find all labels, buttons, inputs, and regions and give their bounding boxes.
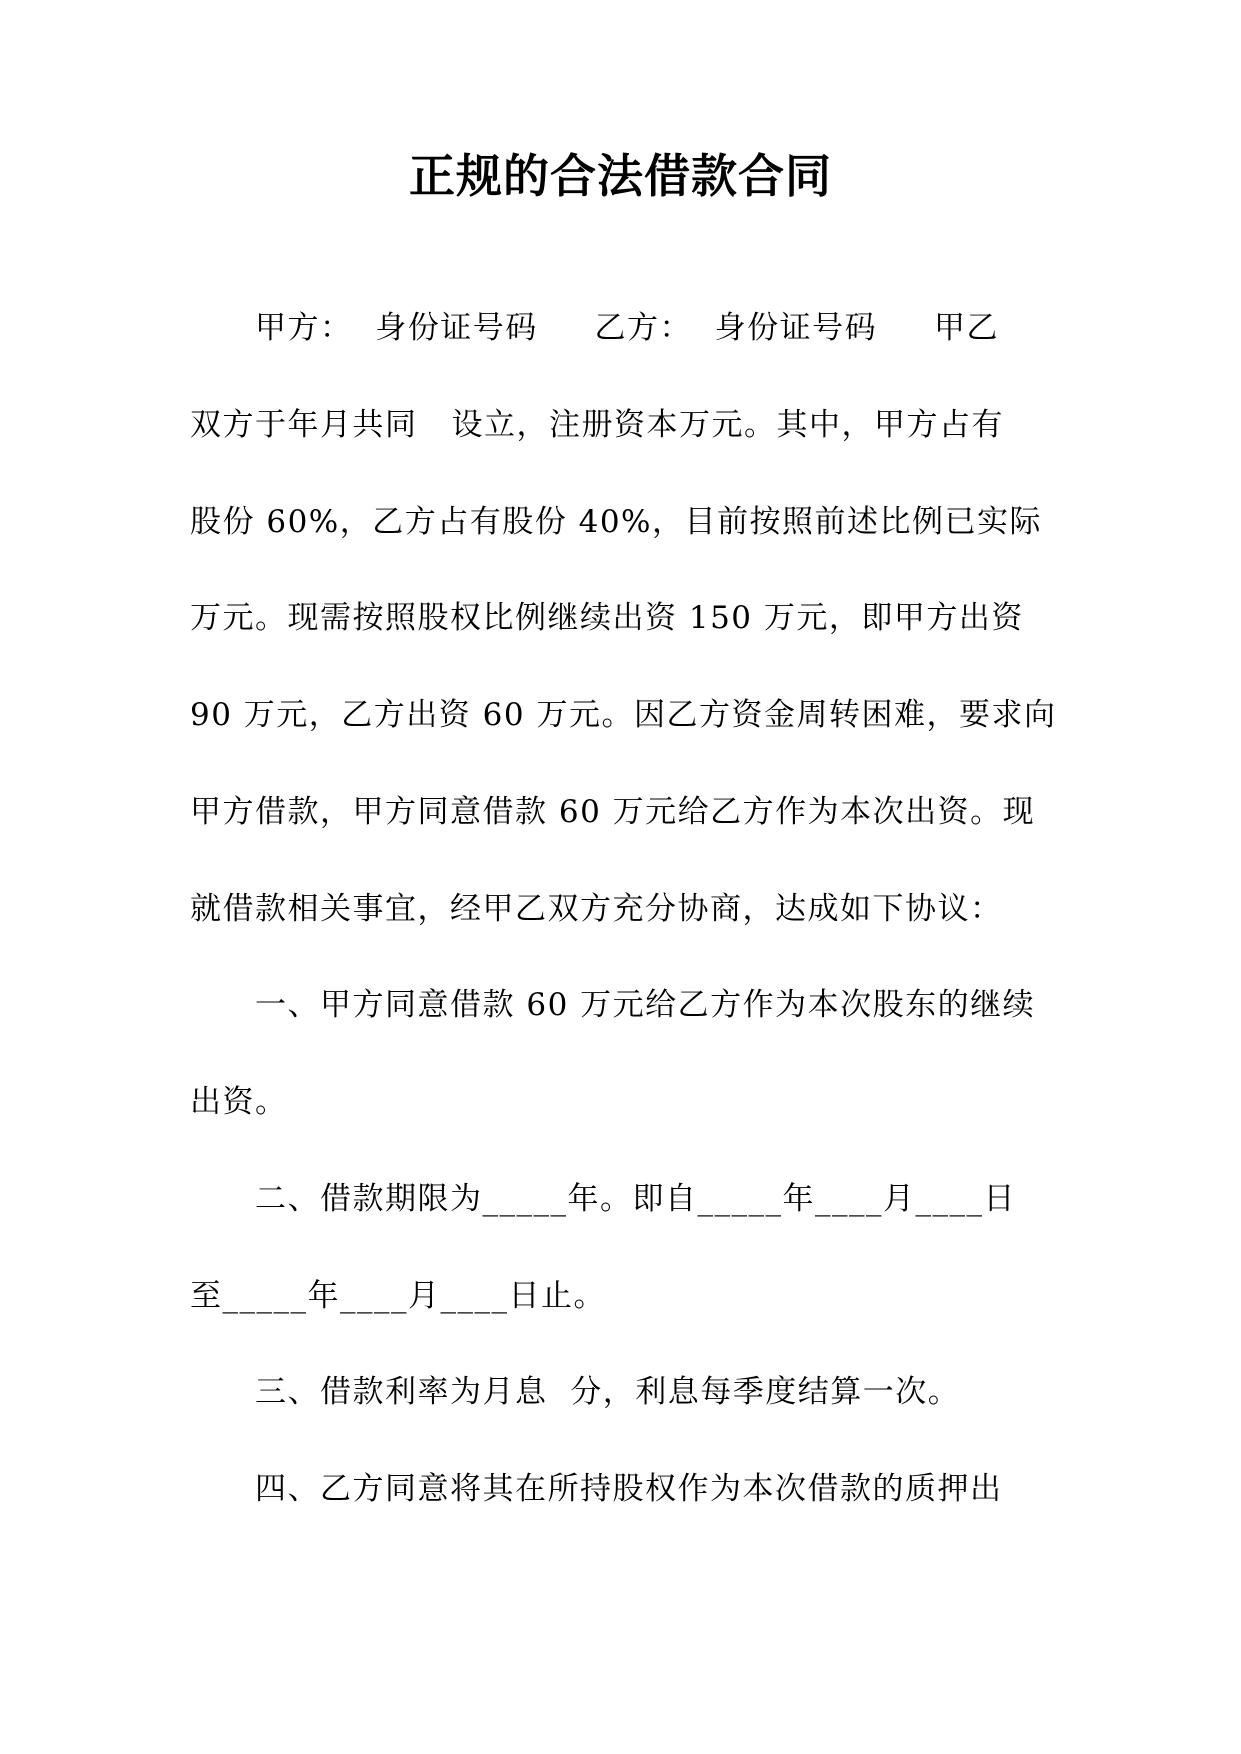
paragraph-line: 股份 60%，乙方占有股份 40%，目前按照前述比例已实际 xyxy=(190,504,1043,540)
paragraph-line: 甲方： 身份证号码 乙方： 身份证号码 甲乙 xyxy=(255,310,999,346)
paragraph-line: 甲方借款，甲方同意借款 60 万元给乙方作为本次出资。现 xyxy=(190,794,1036,830)
paragraph-line: 就借款相关事宜，经甲乙双方充分协商，达成如下协议： xyxy=(190,891,1003,927)
clause-line: 一、甲方同意借款 60 万元给乙方作为本次股东的继续 xyxy=(255,987,1036,1023)
paragraph-line: 万元。现需按照股权比例继续出资 150 万元，即甲方出资 xyxy=(190,600,1024,636)
clause-line: 出资。 xyxy=(190,1084,288,1120)
document-title: 正规的合法借款合同 xyxy=(409,149,832,203)
clause-line: 三、借款利率为月息 分，利息每季度结算一次。 xyxy=(255,1374,961,1410)
paragraph-line: 双方于年月共同 设立，注册资本万元。其中，甲方占有 xyxy=(190,407,1005,443)
clause-line: 四、乙方同意将其在所持股权作为本次借款的质押出 xyxy=(255,1471,1003,1507)
clause-line: 二、借款期限为_____年。即自_____年____月____日 xyxy=(255,1181,1016,1217)
paragraph-line: 90 万元，乙方出资 60 万元。因乙方资金周转困难，要求向 xyxy=(190,697,1057,733)
clause-line: 至_____年____月____日止。 xyxy=(190,1278,606,1314)
